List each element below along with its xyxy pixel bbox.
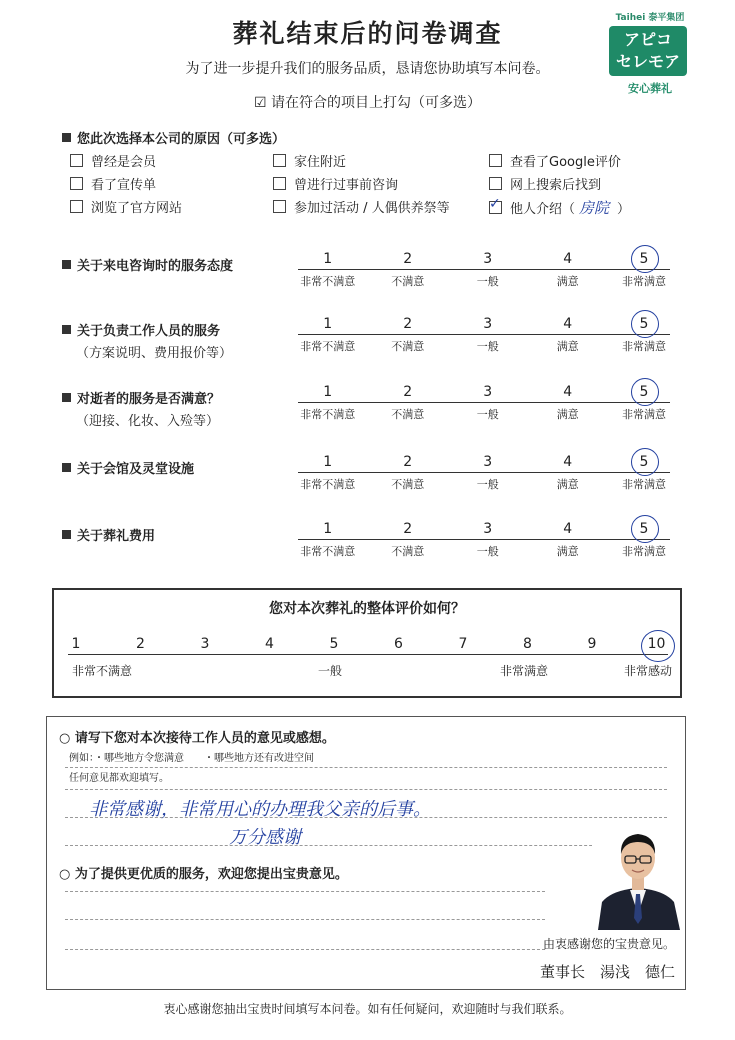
rating-scale [298, 251, 670, 291]
company-logo [609, 10, 691, 96]
referral-close-paren: ） [617, 202, 631, 217]
rating-question-text: 关于负责工作人员的服务 [77, 324, 221, 339]
checkbox-label: 浏览了官方网站 [91, 201, 183, 216]
writing-line [65, 949, 545, 950]
checkbox-option-referral[interactable] [489, 197, 630, 218]
rating-option-label: 满意 [556, 340, 579, 353]
checked-checkbox-icon[interactable] [489, 201, 502, 214]
checkbox-option[interactable] [70, 197, 182, 216]
rating-option-label: 不满意 [391, 545, 425, 558]
checkbox-icon[interactable] [70, 154, 83, 167]
rating-question-text: 对逝者的服务是否满意？ [77, 392, 221, 407]
rating-option-number[interactable]: 4 [563, 316, 573, 332]
rating-option-number[interactable]: 5 [639, 521, 649, 537]
overall-scale-label: 非常不满意 [71, 664, 132, 678]
selected-answer-circle [631, 310, 659, 338]
checkbox-icon[interactable] [273, 154, 286, 167]
checkbox-label: 他人介绍（ [510, 202, 576, 217]
reasons-heading-text: 您此次选择本公司的原因（可多选） [77, 132, 286, 147]
rating-option-label: 满意 [556, 408, 579, 421]
checkbox-option[interactable] [70, 174, 156, 193]
checkbox-label: 查看了Google评价 [510, 155, 621, 170]
rating-scale-line [298, 334, 670, 335]
rating-scale [298, 454, 670, 494]
rating-option-label: 不满意 [391, 340, 425, 353]
selected-answer-circle [631, 448, 659, 476]
rating-question-title [62, 388, 220, 407]
rating-option-number[interactable]: 2 [403, 454, 413, 470]
rating-question-text: 关于会馆及灵堂设施 [77, 462, 195, 477]
rating-option-number[interactable]: 4 [563, 384, 573, 400]
brand-name: Taihei 泰平集团 [615, 13, 685, 23]
rating-option-number[interactable]: 2 [403, 316, 413, 332]
rating-option-number[interactable]: 2 [403, 384, 413, 400]
overall-option-number[interactable]: 1 [71, 636, 81, 652]
overall-option-number[interactable]: 8 [523, 636, 532, 652]
overall-scale-line [68, 654, 668, 655]
rating-option-label: 非常不满意 [300, 340, 356, 353]
rating-question-subtitle: （迎接、化妆、入殓等） [76, 414, 220, 429]
checkbox-option[interactable] [273, 174, 398, 193]
checkbox-icon[interactable] [489, 177, 502, 190]
square-bullet-icon [62, 463, 71, 472]
rating-option-label: 非常满意 [621, 545, 666, 558]
rating-question-title [62, 458, 194, 477]
checkbox-icon[interactable] [70, 200, 83, 213]
checkbox-label: 看了宣传单 [91, 178, 157, 193]
rating-option-label: 一般 [476, 478, 499, 491]
checkbox-label: 曾进行过事前咨询 [294, 178, 399, 193]
writing-line [65, 845, 667, 846]
rating-question-subtitle: （方案说明、费用报价等） [76, 346, 233, 361]
square-bullet-icon [62, 133, 71, 142]
instruction-text: ☑ 请在符合的项目上打勾（可多选） [253, 95, 481, 111]
footer-text: 衷心感谢您抽出宝贵时间填写本问卷。如有任何疑问，欢迎随时与我们联系。 [163, 1002, 572, 1016]
rating-option-number[interactable]: 5 [639, 316, 649, 332]
rating-option-label: 一般 [476, 408, 499, 421]
overall-option-number[interactable]: 9 [587, 636, 597, 652]
overall-scale-label: 非常满意 [499, 664, 548, 678]
comments-box [46, 716, 686, 990]
rating-option-label: 非常满意 [621, 408, 666, 421]
checkbox-option[interactable] [489, 174, 601, 193]
logo-mark [609, 26, 687, 76]
rating-scale-line [298, 472, 670, 473]
rating-option-label: 不满意 [391, 275, 425, 288]
rating-option-number[interactable]: 1 [323, 384, 333, 400]
selected-answer-circle [631, 515, 659, 543]
rating-option-number[interactable]: 5 [639, 454, 649, 470]
rating-question-text: 关于葬礼费用 [77, 529, 156, 544]
rating-option-label: 非常不满意 [300, 545, 356, 558]
overall-option-number[interactable]: 4 [265, 636, 274, 652]
rating-option-number[interactable]: 5 [639, 251, 649, 267]
selected-answer-circle [631, 245, 659, 273]
rating-option-number[interactable]: 1 [323, 454, 333, 470]
rating-option-label: 非常不满意 [300, 478, 356, 491]
selected-answer-circle [631, 378, 659, 406]
overall-selected-circle [641, 630, 675, 662]
rating-scale-line [298, 402, 670, 403]
overall-option-number[interactable]: 7 [458, 636, 468, 652]
reasons-heading [62, 128, 285, 147]
rating-option-label: 一般 [476, 275, 499, 288]
square-bullet-icon [62, 325, 71, 334]
square-bullet-icon [62, 530, 71, 539]
checkbox-icon[interactable] [273, 177, 286, 190]
overall-scale-label: 非常感动 [623, 664, 672, 678]
rating-option-number[interactable]: 4 [563, 251, 573, 267]
rating-question-title [62, 320, 220, 339]
rating-option-label: 非常满意 [621, 478, 666, 491]
rating-option-number[interactable]: 2 [403, 251, 413, 267]
checkbox-label: 网上搜索后找到 [510, 178, 602, 193]
comment-answer-line-1: 非常感谢，非常用心的办理我父亲的后事。 [89, 799, 431, 820]
rating-scale [298, 521, 670, 561]
rating-option-label: 不满意 [391, 408, 425, 421]
rating-option-number[interactable]: 3 [483, 384, 493, 400]
rating-scale-line [298, 269, 670, 270]
rating-option-number[interactable]: 4 [563, 521, 573, 537]
checkbox-icon[interactable] [70, 177, 83, 190]
writing-line [65, 789, 667, 790]
square-bullet-icon [62, 393, 71, 402]
square-bullet-icon [62, 260, 71, 269]
signature: 董事长 湯浅 德仁 [539, 963, 675, 981]
checkbox-option[interactable] [273, 197, 450, 216]
logo-line-2: セレモア [615, 52, 680, 71]
rating-scale [298, 316, 670, 356]
thanks-note: 由衷感谢您的宝贵意见。 [542, 937, 675, 951]
rating-question-text: 关于来电咨询时的服务态度 [77, 259, 234, 274]
rating-option-label: 满意 [556, 275, 579, 288]
rating-scale-line [298, 539, 670, 540]
checkbox-label: 家住附近 [294, 155, 347, 170]
overall-title: 您对本次葬礼的整体评价如何？ [269, 601, 465, 617]
chairman-photo [592, 818, 684, 930]
referral-handwriting: 房院 [579, 199, 610, 217]
rating-option-number[interactable]: 3 [483, 521, 493, 537]
rating-scale [298, 384, 670, 424]
logo-line-1: アピコ [623, 30, 672, 49]
rating-option-number[interactable]: 1 [323, 521, 333, 537]
checkbox-label: 参加过活动 / 人偶供养祭等 [294, 201, 450, 216]
checkbox-label: 曾经是会员 [91, 155, 157, 170]
rating-option-number[interactable]: 3 [483, 454, 493, 470]
writing-line [65, 891, 545, 892]
rating-option-number[interactable]: 3 [483, 316, 493, 332]
comment-answer-line-2: 万分感谢 [229, 827, 301, 848]
overall-scale-label: 一般 [317, 664, 342, 678]
comment-welcome: 任何意见都欢迎填写。 [69, 773, 169, 784]
page-title: 葬礼结束后的问卷调查 [232, 19, 503, 48]
overall-option-number[interactable]: 3 [200, 636, 210, 652]
rating-option-label: 满意 [556, 478, 579, 491]
checkbox-option[interactable] [489, 151, 621, 170]
comment-example: 例如：・哪些地方令您满意 ・哪些地方还有改进空间 [69, 753, 314, 764]
rating-option-number[interactable]: 4 [563, 454, 573, 470]
rating-option-number[interactable]: 5 [639, 384, 649, 400]
checkbox-option[interactable] [70, 151, 156, 170]
writing-line [65, 919, 545, 920]
rating-question-title [62, 525, 155, 544]
checkbox-icon[interactable] [273, 200, 286, 213]
overall-option-number[interactable]: 5 [329, 636, 339, 652]
rating-option-label: 满意 [556, 545, 579, 558]
rating-option-label: 非常不满意 [300, 408, 356, 421]
rating-question-title [62, 255, 233, 274]
rating-option-number[interactable]: 1 [323, 251, 333, 267]
rating-option-label: 非常不满意 [300, 275, 356, 288]
rating-option-label: 不满意 [391, 478, 425, 491]
rating-option-number[interactable]: 2 [403, 521, 413, 537]
rating-option-label: 非常满意 [621, 275, 666, 288]
logo-tagline: 安心葬礼 [628, 82, 672, 95]
rating-option-label: 非常满意 [621, 340, 666, 353]
overall-option-number[interactable]: 2 [136, 636, 145, 652]
rating-option-number[interactable]: 1 [323, 316, 333, 332]
rating-option-label: 一般 [476, 545, 499, 558]
comment-question-2: ○ 为了提供更优质的服务，欢迎您提出宝贵意见。 [59, 867, 348, 882]
checkbox-icon[interactable] [489, 154, 502, 167]
overall-option-number[interactable]: 10 [647, 636, 666, 652]
rating-option-label: 一般 [476, 340, 499, 353]
checkbox-option[interactable] [273, 151, 346, 170]
page-subtitle: 为了进一步提升我们的服务品质，恳请您协助填写本问卷。 [185, 61, 550, 77]
comment-question-1: ○ 请写下您对本次接待工作人员的意见或感想。 [59, 731, 335, 746]
overall-rating-box [52, 588, 682, 698]
writing-line [65, 767, 667, 768]
rating-option-number[interactable]: 3 [483, 251, 493, 267]
overall-option-number[interactable]: 6 [394, 636, 403, 652]
